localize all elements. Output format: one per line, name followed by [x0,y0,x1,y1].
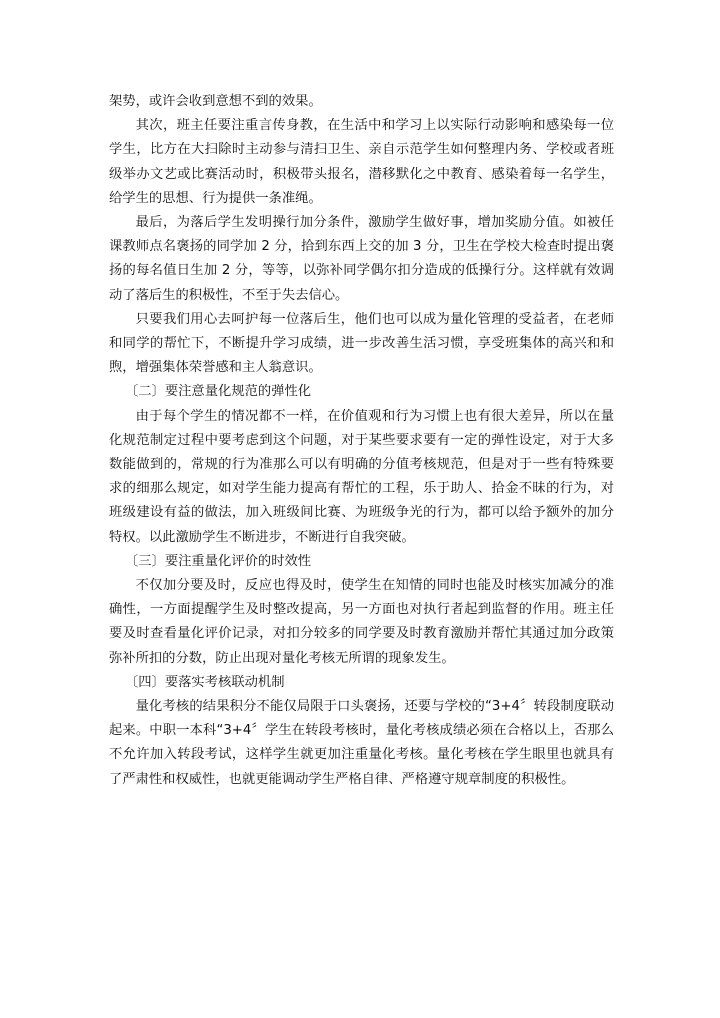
section-heading-timeliness: 〔三〕要注重量化评价的时效性 [124,553,312,569]
paragraph-bonus-points: 最后，为落后学生发明操行加分条件，激励学生做好事，增加奖励分值。如被任课教师点名褒扬的同学加 2 分，拾到东西上交的加 3 分，卫生在学校大检查时提出褒扬的每名值日生加 2 分，等等，以弥补同学偶尔扣分造成的低操行分。这样就有效调动了落后生的积极性，不至于失去信心。 [109,215,614,303]
paragraph-flexibility: 由于每个学生的情况都不一样，在价值观和行为习惯上也有很大差异，所以在量化规范制定过程中要考虑到这个问题，对于某些要求要有一定的弹性设定，对于大多数能做到的，常规的行为准那么可以有明确的分值考核规范，但是对于一些有特殊要求的细那么规定，如对学生能力提高有帮忙的工程，乐于助人、拾金不昧的行为，对班级建设有益的做法，加入班级间比赛、为班级争光的行为，都可以给予额外的加分特权。以此激励学生不断进步，不断进行自我突破。 [109,408,614,545]
paragraph-continuation: 架势，或许会收到意想不到的效果。 [109,94,322,109]
document-page [109,90,614,792]
paragraph-linkage: 量化考核的结果积分不能仅局限于口头褒扬，还要与学校的“3+4〞转段制度联动起来。中职一本科“3+4〞学生在转段考核时，量化考核成绩必须在合格以上，否那么不允许加入转段考试，这样学生就更加注重量化考核。量化考核在学生眼里也就具有了严肃性和权威性，也就更能调动学生严格自律、严格遵守规章制度的积极性。 [109,699,614,787]
paragraph-care-students: 只要我们用心去呵护每一位落后生，他们也可以成为量化管理的受益者，在老师和同学的帮忙下，不断提升学习成绩，进一步改善生活习惯，享受班集体的高兴和和煦，增强集体荣誉感和主人翁意识。 [109,311,614,376]
paragraph-timeliness: 不仅加分要及时，反应也得及时，使学生在知情的同时也能及时核实加减分的准确性，一方面提醒学生及时整改提高，另一方面也对执行者起到监督的作用。班主任要及时查看量化评价记录，对扣分较多的同学要及时教育激励并帮忙其通过加分政策弥补所扣的分数，防止出现对量化考核无所谓的现象发生。 [109,578,614,666]
paragraph-role-model: 其次，班主任要注重言传身教，在生活中和学习上以实际行动影响和感染每一位学生，比方在大扫除时主动参与清扫卫生、亲自示范学生如何整理内务、学校或者班级举办文艺或比赛活动时，积极带头报名，潜移默化之中教育、感染着每一名学生，给学生的思想、行为提供一条准绳。 [109,118,614,206]
section-heading-linkage: 〔四〕要落实考核联动机制 [124,674,285,690]
section-heading-flexibility: 〔二〕要注意量化规范的弹性化 [124,384,312,400]
